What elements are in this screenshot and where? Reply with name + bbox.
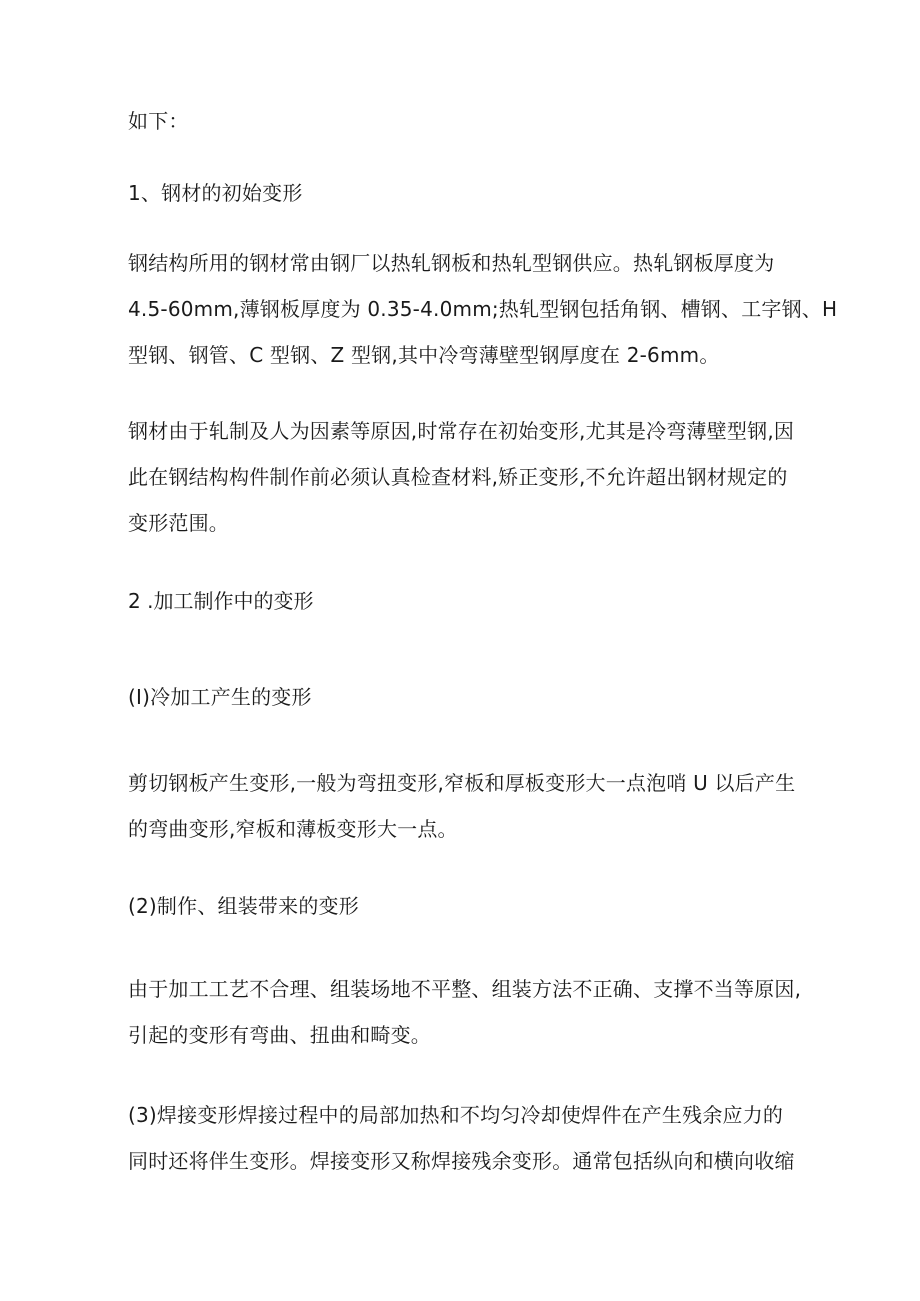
section-heading-1 [128, 170, 808, 216]
paragraph-initial-deformation [128, 408, 808, 546]
text-line: 4.5-60mm,薄钢板厚度为 0.35-4.0mm;热轧型钢包括角钢、槽钢、工字钢、H [128, 297, 838, 321]
text-line: 钢结构所用的钢材常由钢厂以热轧钢板和热轧型钢供应。热轧钢板厚度为 [128, 251, 775, 275]
text-line: (3)焊接变形焊接过程中的局部加热和不均匀冷却使焊件在产生残余应力的 [128, 1103, 784, 1127]
text-line: 的弯曲变形,窄板和薄板变形大一点。 [128, 817, 458, 841]
text-line: 同时还将伴生变形。焊接变形又称焊接残余变形。通常包括纵向和横向收缩 [128, 1149, 795, 1173]
text-line: 由于加工工艺不合理、组装场地不平整、组装方法不正确、支撑不当等原因, [128, 977, 802, 1001]
paragraph-steel-supply [128, 240, 838, 378]
text-line: 1、钢材的初始变形 [128, 181, 303, 205]
intro-text [128, 98, 808, 144]
paragraph-assembly [128, 966, 808, 1058]
subheading-assembly [128, 883, 808, 929]
text-line: 如下： [128, 109, 189, 133]
text-line: 引起的变形有弯曲、扭曲和畸变。 [128, 1023, 431, 1047]
paragraph-welding [128, 1092, 808, 1184]
text-line: (2)制作、组装带来的变形 [128, 894, 359, 918]
text-line: 此在钢结构构件制作前必须认真检查材料,矫正变形,不允许超出钢材规定的 [128, 465, 788, 489]
text-line: 2 .加工制作中的变形 [128, 589, 314, 613]
text-line: (I)冷加工产生的变形 [128, 685, 312, 709]
text-line: 剪切钢板产生变形,一般为弯扭变形,窄板和厚板变形大一点泡哨 U 以后产生 [128, 771, 796, 795]
text-line: 钢材由于轧制及人为因素等原因,时常存在初始变形,尤其是冷弯薄壁型钢,因 [128, 419, 795, 443]
paragraph-cold-work [128, 760, 808, 852]
text-line: 变形范围。 [128, 511, 229, 535]
text-line: 型钢、钢管、C 型钢、Z 型钢,其中冷弯薄壁型钢厚度在 2-6mm。 [128, 343, 720, 367]
subheading-cold-work [128, 674, 808, 720]
section-heading-2 [128, 578, 808, 624]
